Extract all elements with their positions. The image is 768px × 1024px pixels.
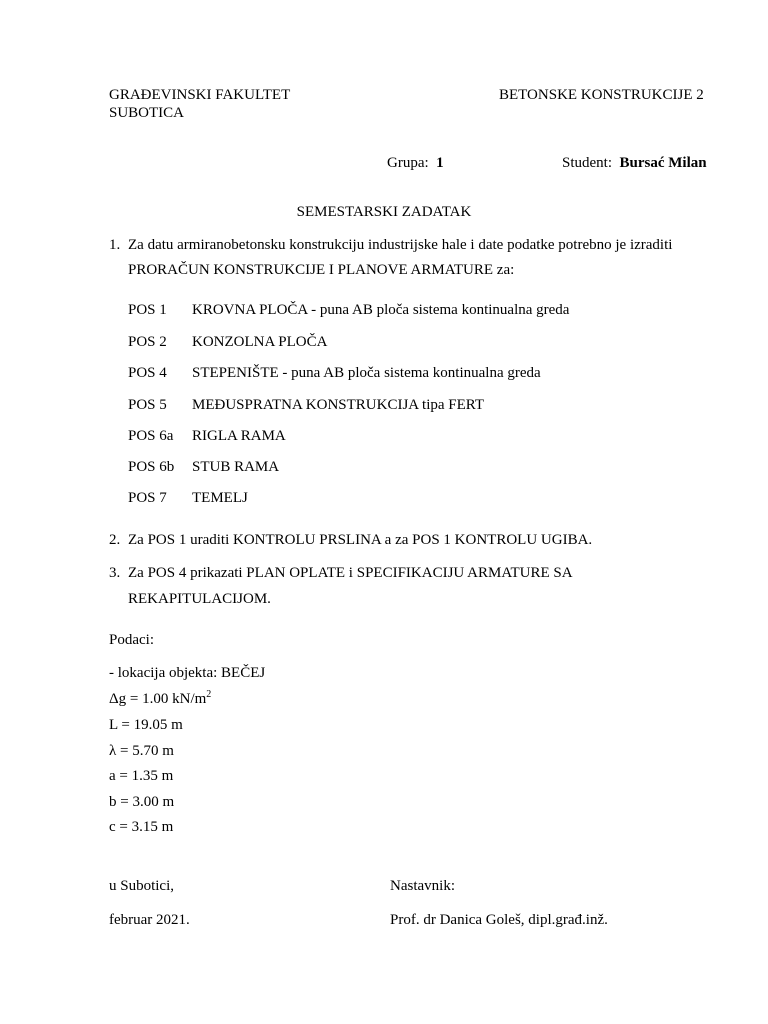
position-code: POS 2 [128, 334, 167, 350]
data-value-c: c = 3.15 m [109, 819, 174, 835]
task-2-line-1: Za POS 1 uraditi KONTROLU PRSLINA a za POS 1 KONTROLU UGIBA. [128, 532, 593, 548]
position-code: POS 1 [128, 302, 167, 318]
location-line [109, 664, 265, 682]
position-desc: MEĐUSPRATNA KONSTRUKCIJA tipa FERT [192, 397, 485, 413]
footer-date: februar 2021. [109, 912, 190, 928]
group-label: Grupa: [387, 155, 429, 171]
teacher-name: Prof. dr Danica Goleš, dipl.građ.inž. [390, 912, 608, 928]
task-3-number: 3. [109, 565, 121, 581]
faculty-name: GRAĐEVINSKI FAKULTET [109, 87, 291, 103]
footer-place: u Subotici, [109, 878, 175, 894]
location-label: - lokacija objekta: [109, 665, 222, 681]
group-value: 1 [436, 155, 444, 171]
task-1-line-1: Za datu armiranobetonsku konstrukciju industrijske hale i date podatke potrebno je izraditi [128, 237, 673, 253]
task-1-number: 1. [109, 237, 121, 253]
position-desc: STEPENIŠTE - puna AB ploča sistema kontinualna greda [192, 365, 541, 381]
dg-exponent: 2 [206, 689, 212, 700]
dg-text: Δg = 1.00 kN/m [109, 691, 207, 707]
position-desc: STUB RAMA [192, 459, 280, 475]
position-desc: TEMELJ [192, 490, 248, 506]
position-code: POS 6b [128, 459, 175, 475]
student-info [562, 154, 707, 172]
position-code: POS 6a [128, 428, 174, 444]
faculty-city: SUBOTICA [109, 105, 185, 121]
student-label: Student: [562, 155, 613, 171]
dg-line [109, 690, 211, 708]
document-title: SEMESTARSKI ZADATAK [296, 204, 472, 220]
data-value-a: a = 1.35 m [109, 768, 174, 784]
data-value-lambda: λ = 5.70 m [109, 743, 174, 759]
position-code: POS 7 [128, 490, 167, 506]
position-desc: RIGLA RAMA [192, 428, 286, 444]
task-1-line-2: PRORAČUN KONSTRUKCIJE I PLANOVE ARMATURE za: [128, 262, 515, 278]
task-3-line-1: Za POS 4 prikazati PLAN OPLATE i SPECIFIKACIJU ARMATURE SA [128, 565, 573, 581]
data-value-b: b = 3.00 m [109, 794, 175, 810]
data-heading: Podaci: [109, 632, 154, 648]
task-3-line-2: REKAPITULACIJOM. [128, 591, 271, 607]
teacher-label: Nastavnik: [390, 878, 455, 894]
data-value-L: L = 19.05 m [109, 717, 183, 733]
student-name: Bursać Milan [619, 155, 707, 171]
task-2-number: 2. [109, 532, 121, 548]
position-code: POS 5 [128, 397, 167, 413]
location-value: BEČEJ [221, 665, 266, 681]
position-code: POS 4 [128, 365, 167, 381]
group-info [387, 154, 444, 172]
position-desc: KROVNA PLOČA - puna AB ploča sistema kontinualna greda [192, 302, 570, 318]
course-name: BETONSKE KONSTRUKCIJE 2 [499, 87, 704, 103]
position-desc: KONZOLNA PLOČA [192, 334, 328, 350]
